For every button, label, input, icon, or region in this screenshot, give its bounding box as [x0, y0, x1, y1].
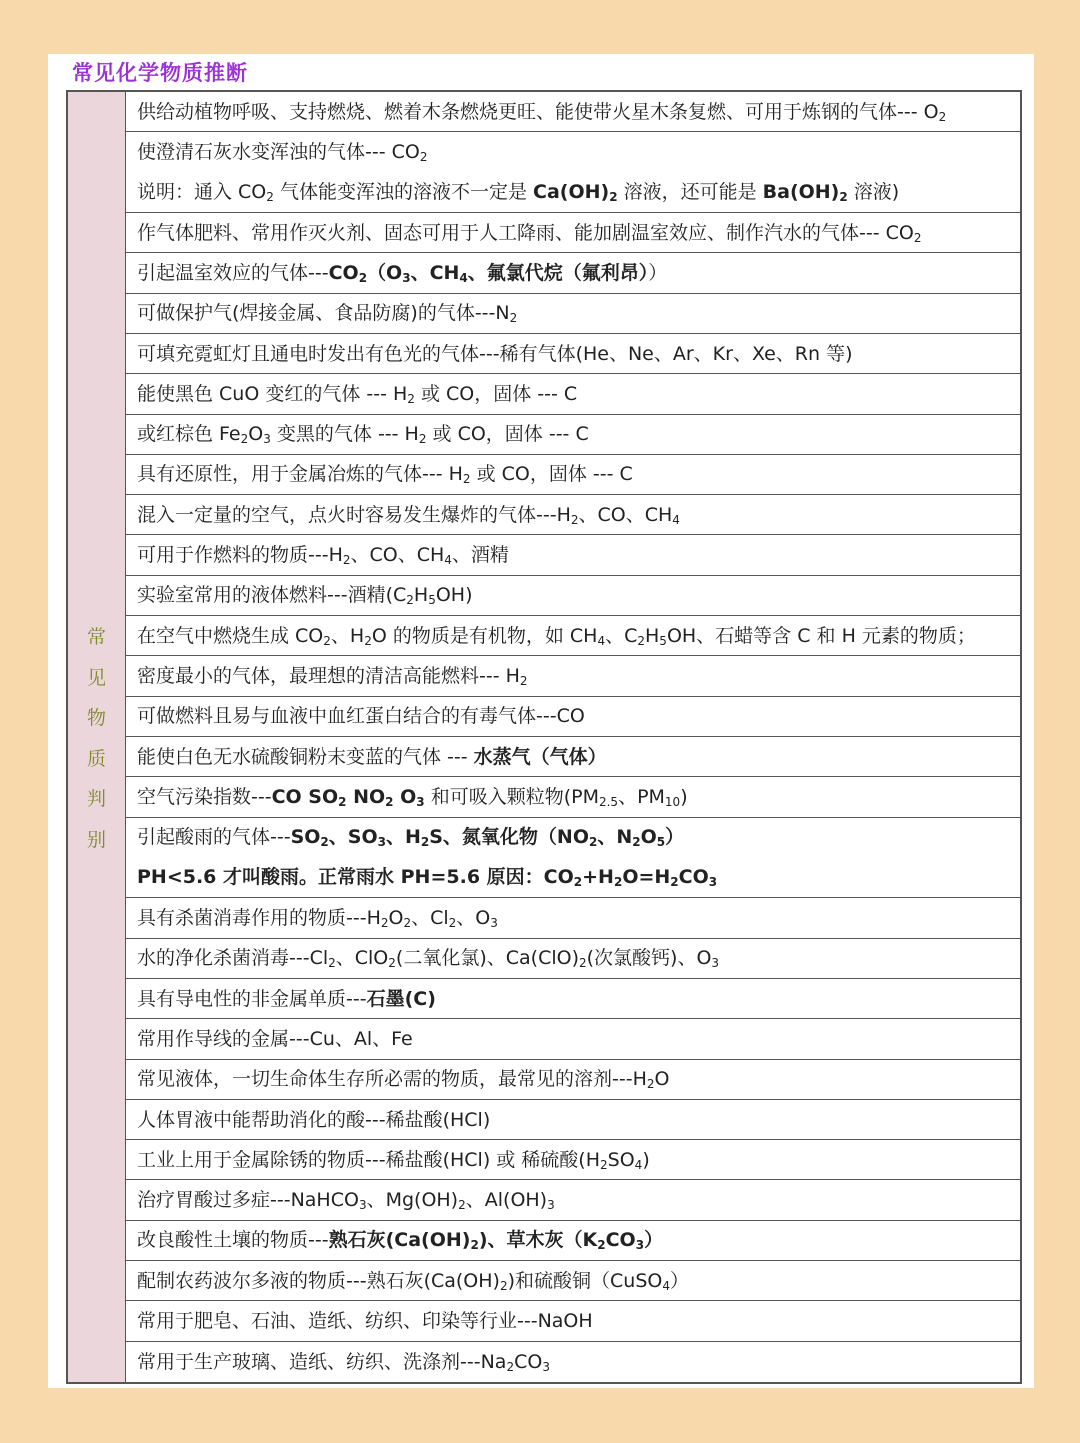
row-text: 配制农药波尔多液的物质---熟石灰$(Ca(OH)_2)$和硫酸铜（CuSO$_4$） — [137, 1269, 690, 1293]
table-row — [126, 576, 1020, 616]
table-row — [126, 1019, 1020, 1059]
row-text: 人体胃液中能帮助消化的酸---稀盐酸(HCl) — [137, 1108, 491, 1131]
table-row — [126, 495, 1020, 535]
table-row — [126, 455, 1020, 495]
table-row — [126, 616, 1020, 656]
table-row — [126, 374, 1020, 414]
category-char: 别 — [86, 828, 106, 851]
row-text: 水的净化杀菌消毒$---Cl_2$、ClO$_2$(二氧化氯)、$Ca(ClO)_2$(次氯酸钙)、$O_3$ — [137, 947, 720, 971]
row-text: 密度最小的气体，最理想的清洁高能燃料--- $H_2$ — [137, 665, 528, 689]
category-char: 质 — [86, 747, 106, 770]
row-text: 说明：通入 $CO_2$ 气体能变浑浊的溶液不一定是 $Ca(OH)_2$ 溶液，还可能是 $Ba(OH)_2$ 溶液) — [137, 181, 900, 205]
row-text: 常用于生产玻璃、造纸、纺织、洗涤剂$---Na_2CO_3$ — [137, 1350, 550, 1374]
table-row — [126, 1301, 1020, 1341]
category-char: 判 — [86, 788, 106, 810]
row-text: 可做保护气(焊接金属、食品防腐)的气体$---N_2$ — [137, 302, 518, 326]
row-text: 能使白色无水硫酸铜粉末变蓝的气体 --- 水蒸气（气体） — [137, 745, 607, 768]
table-row — [126, 1261, 1020, 1301]
row-text: 引起酸雨的气体$---SO_2$、$SO_3$、$H_2S$、氮氧化物（$NO_2$、$N_2O_5$） — [137, 826, 685, 850]
table-row — [126, 1180, 1020, 1220]
table-row — [126, 818, 1020, 899]
table-row — [126, 939, 1020, 979]
table-row — [126, 777, 1020, 817]
table-row — [126, 334, 1020, 374]
table-row — [126, 294, 1020, 334]
row-text: 供给动植物呼吸、支持燃烧、燃着木条燃烧更旺、能使带火星木条复燃、可用于炼钢的气体--- $O_2$ — [137, 100, 947, 124]
table-rows — [126, 92, 1020, 1382]
row-text: 常用于肥皂、石油、造纸、纺织、印染等行业---NaOH — [137, 1310, 593, 1333]
substance-table — [66, 90, 1022, 1384]
table-row — [126, 1100, 1020, 1140]
table-row — [126, 92, 1020, 132]
row-text: 作气体肥料、常用作灭火剂、固态可用于人工降雨、能加剧温室效应、制作汽水的气体--- $CO_2$ — [137, 221, 922, 245]
row-text: 可用于作燃料的物质$---H_2$、CO、$CH_4$、酒精 — [137, 544, 509, 568]
row-text: 使澄清石灰水变浑浊的气体--- $CO_2$ — [137, 141, 428, 165]
row-text: 在空气中燃烧生成 $CO_2$、$H_2O$ 的物质是有机物，如 $CH_4$、$C_2H_5OH$、石蜡等含 C 和 H 元素的物质； — [137, 624, 976, 648]
table-row — [126, 697, 1020, 737]
row-text: PH<5.6 才叫酸雨。正常雨水 PH=5.6 原因：$CO_2+H_2O=H_2CO_3$ — [137, 866, 718, 890]
table-row — [126, 1342, 1020, 1382]
table-row — [126, 535, 1020, 575]
row-text: 具有杀菌消毒作用的物质$---H_2O_2$、$Cl_2$、$O_3$ — [137, 906, 498, 930]
row-text: 可做燃料且易与血液中血红蛋白结合的有毒气体---CO — [137, 705, 585, 728]
category-column — [68, 92, 126, 1382]
table-row — [126, 1221, 1020, 1261]
row-text: 能使黑色 CuO 变红的气体 --- $H_2$ 或 CO，固体 --- C — [137, 382, 578, 406]
row-text: 具有还原性，用于金属冶炼的气体--- $H_2$ 或 CO，固体 --- C — [137, 463, 633, 487]
table-row — [126, 132, 1020, 213]
category-char: 物 — [86, 707, 106, 729]
table-row — [126, 415, 1020, 455]
page-title: 常见化学物质推断 — [72, 61, 248, 85]
row-text: 引起温室效应的气体$---CO_2(O_3$、$CH_4$、氟氯代烷（氟利昂）） — [137, 261, 668, 285]
row-text: 混入一定量的空气，点火时容易发生爆炸的气体$---H_2$、CO、$CH_4$ — [137, 503, 680, 527]
row-text: 可填充霓虹灯且通电时发出有色光的气体---稀有气体(He、Ne、Ar、Kr、Xe、Rn 等) — [137, 342, 853, 365]
category-char: 常 — [86, 626, 106, 648]
category-char: 见 — [86, 666, 106, 689]
table-row — [126, 656, 1020, 696]
row-text: 常用作导线的金属---Cu、Al、Fe — [137, 1027, 413, 1050]
row-text: 或红棕色 $Fe_2O_3$ 变黑的气体 --- $H_2$ 或 CO，固体 --- C — [137, 423, 589, 447]
row-text: 改良酸性土壤的物质---熟石灰$(Ca(OH)_2)$、草木灰$(K_2CO_3)$ — [137, 1229, 664, 1253]
table-row — [126, 1060, 1020, 1100]
row-text: 具有导电性的非金属单质---石墨(C) — [137, 987, 436, 1010]
table-row — [126, 737, 1020, 777]
table-row — [126, 1140, 1020, 1180]
category-label — [68, 617, 125, 860]
table-row — [126, 979, 1020, 1019]
table-row — [126, 898, 1020, 938]
row-text: 常见液体，一切生命体生存所必需的物质，最常见的溶剂$---H_2O$ — [137, 1068, 670, 1092]
row-text: 实验室常用的液体燃料---酒精$(C_2H_5OH)$ — [137, 584, 473, 608]
table-row — [126, 253, 1020, 293]
row-text: 空气污染指数---CO $SO_2$ $NO_2$ $O_3$ 和可吸入颗粒物($PM_{2.5}$、$PM_{10}$) — [137, 785, 688, 809]
row-text: 治疗胃酸过多症---NaHCO$_3$、$Mg(OH)_2$、$Al(OH)_3$ — [137, 1189, 555, 1213]
table-row — [126, 213, 1020, 253]
row-text: 工业上用于金属除锈的物质---稀盐酸(HCl) 或 稀硫酸$(H_2SO_4)$ — [137, 1148, 650, 1172]
